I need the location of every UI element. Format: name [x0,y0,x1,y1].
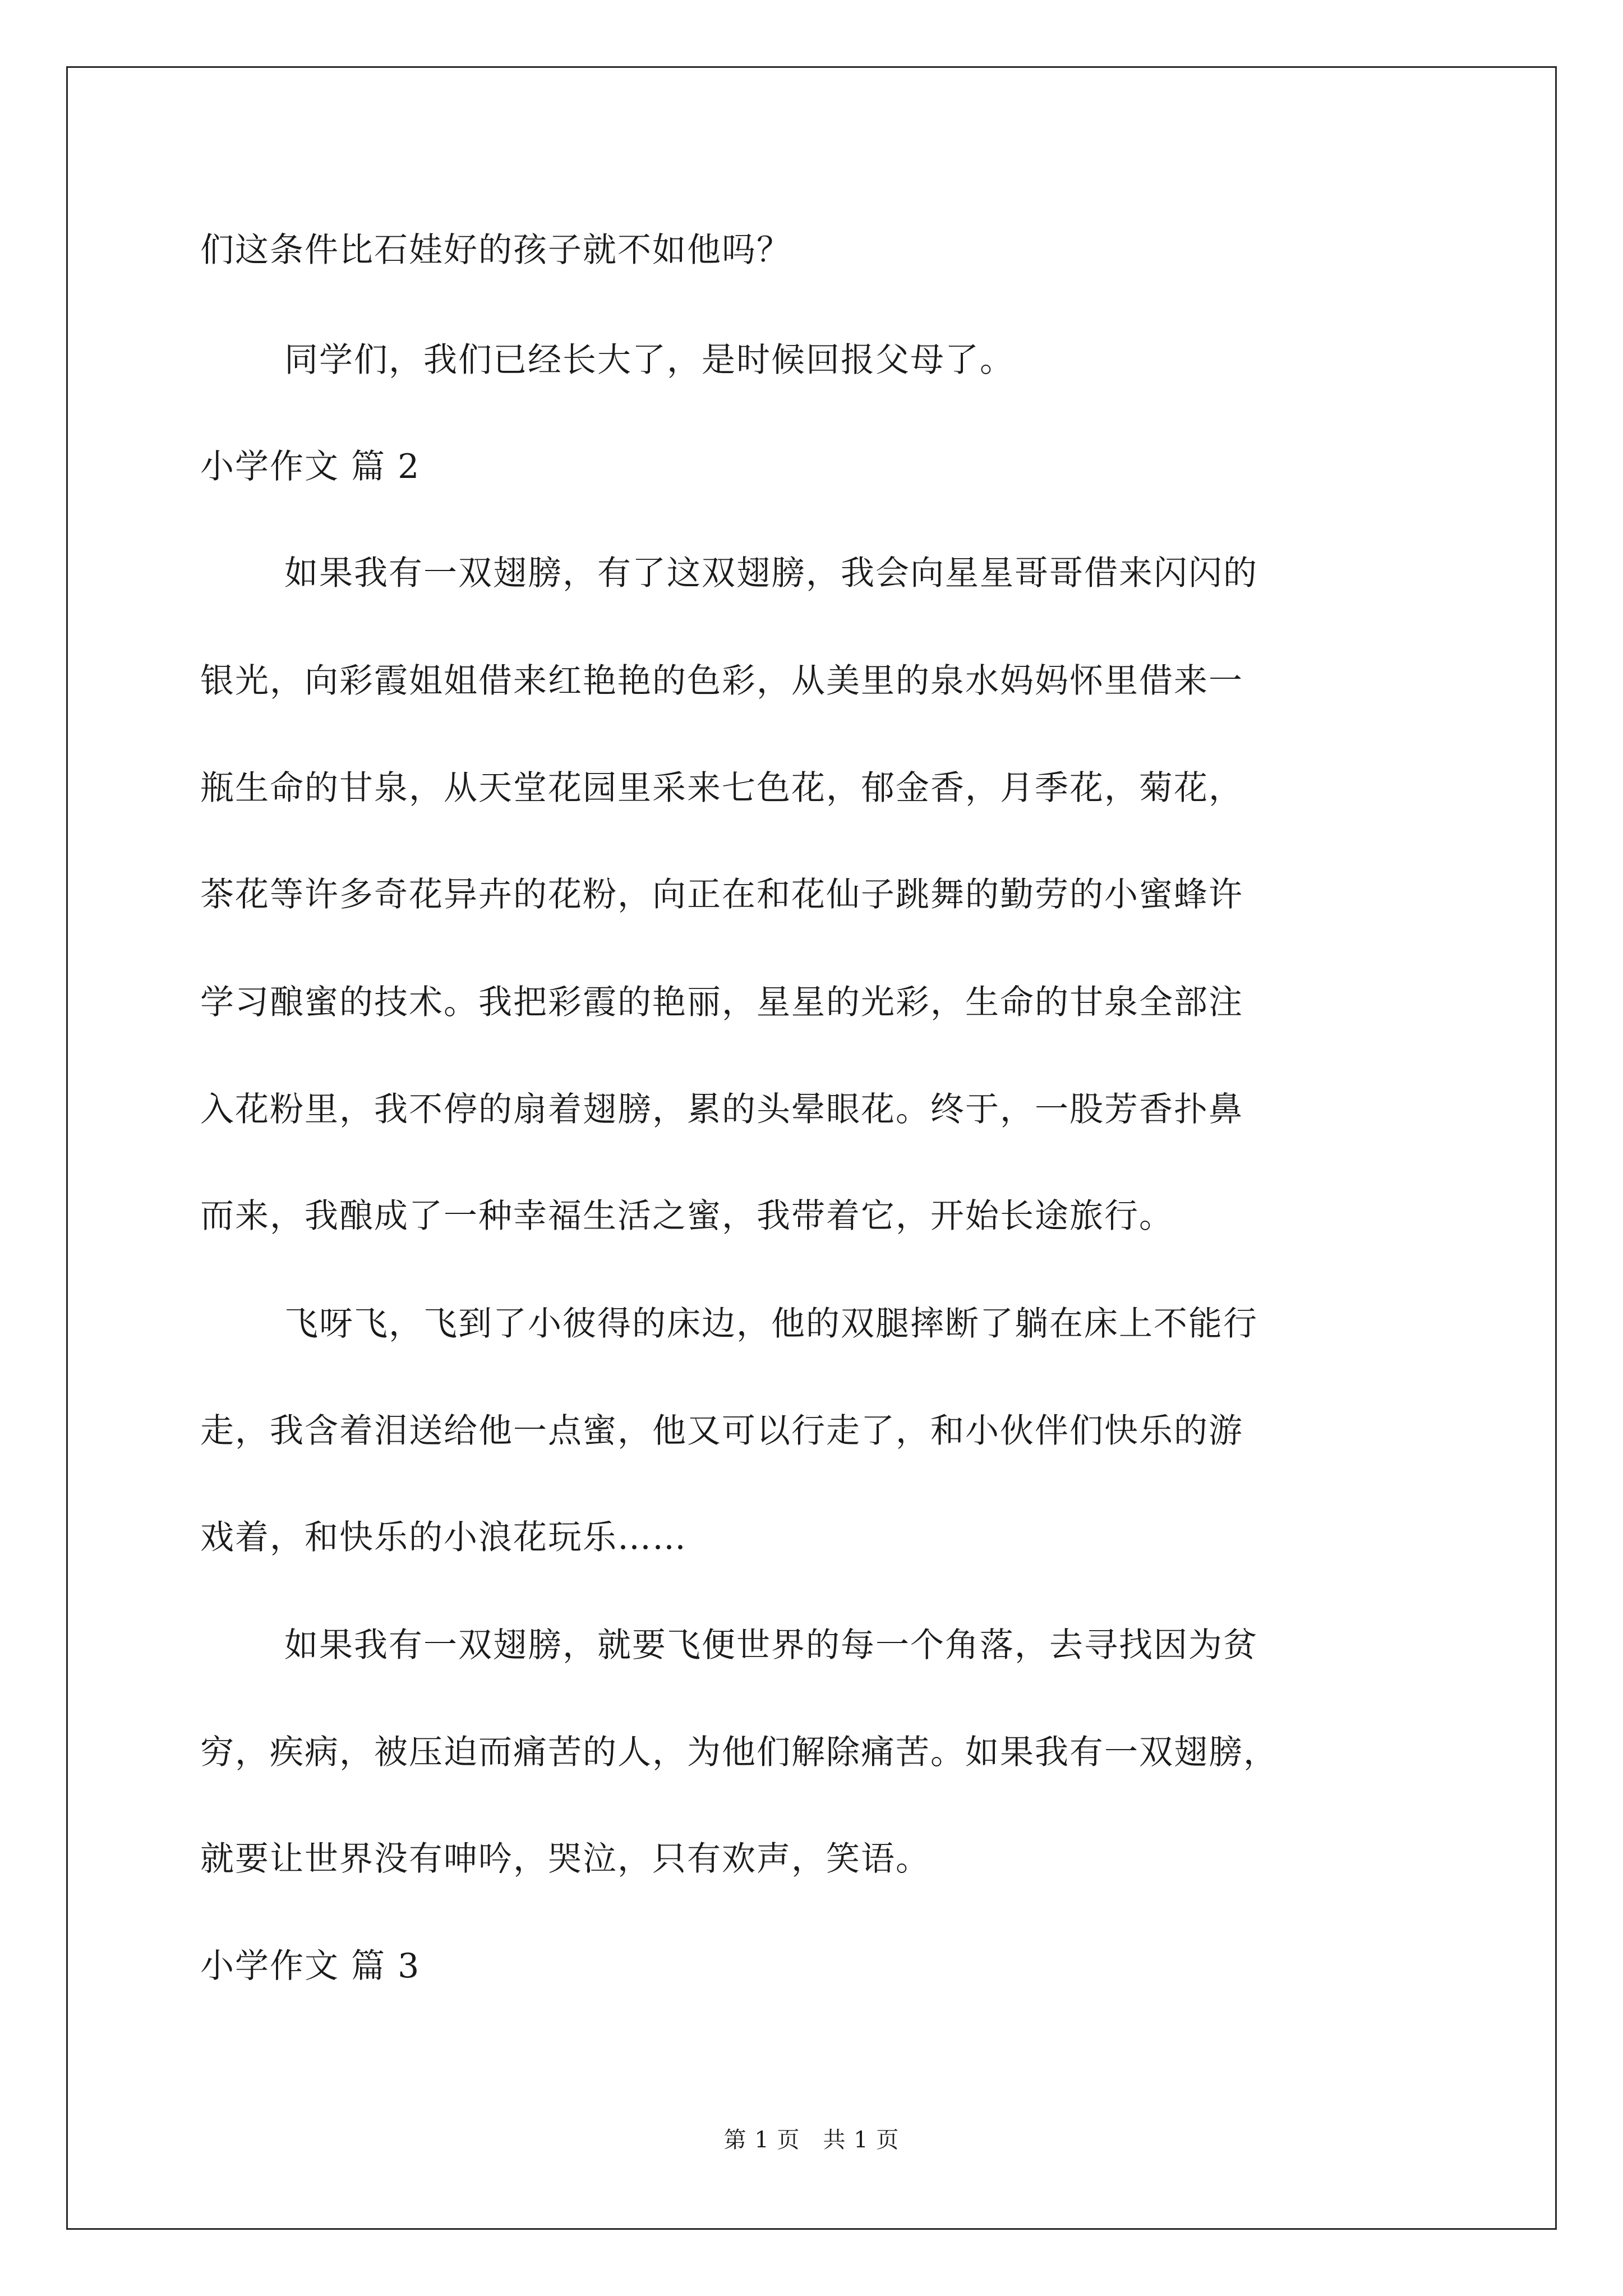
body-line: 就要让世界没有呻吟，哭泣，只有欢声，笑语。 [200,1839,930,1879]
body-line: 而来，我酿成了一种幸福生活之蜜，我带着它，开始长途旅行。 [200,1197,1174,1236]
body-line: 入花粉里，我不停的扇着翅膀，累的头晕眼花。终于，一股芳香扑鼻 [200,1090,1243,1129]
body-line: 银光，向彩霞姐姐借来红艳艳的色彩，从美里的泉水妈妈怀里借来一 [200,661,1243,701]
body-line: 穷，疾病，被压迫而痛苦的人，为他们解除痛苦。如果我有一双翅膀， [200,1733,1278,1772]
body-line: 同学们，我们已经长大了，是时候回报父母了。 [284,341,1015,380]
body-line: 如果我有一双翅膀，就要飞便世界的每一个角落，去寻找因为贫 [284,1626,1258,1665]
body-line: 茶花等许多奇花异卉的花粉，向正在和花仙子跳舞的勤劳的小蜜蜂许 [200,875,1243,914]
body-line: 们这条件比石娃好的孩子就不如他吗？ [200,231,791,270]
page-border [66,66,1557,2230]
section-heading: 小学作文 篇 2 [200,447,421,486]
page-number: 第 1 页 共 1 页 [723,2127,900,2153]
body-line: 飞呀飞，飞到了小彼得的床边，他的双腿摔断了躺在床上不能行 [284,1304,1258,1343]
section-heading: 小学作文 篇 3 [200,1947,421,1986]
body-line: 如果我有一双翅膀，有了这双翅膀，我会向星星哥哥借来闪闪的 [284,554,1258,593]
body-line: 戏着，和快乐的小浪花玩乐…… [200,1518,687,1557]
body-line: 学习酿蜜的技术。我把彩霞的艳丽，星星的光彩，生命的甘泉全部注 [200,983,1243,1022]
body-line: 走，我含着泪送给他一点蜜，他又可以行走了，和小伙伴们快乐的游 [200,1411,1243,1451]
body-line: 瓶生命的甘泉，从天堂花园里采来七色花，郁金香，月季花，菊花， [200,769,1243,808]
